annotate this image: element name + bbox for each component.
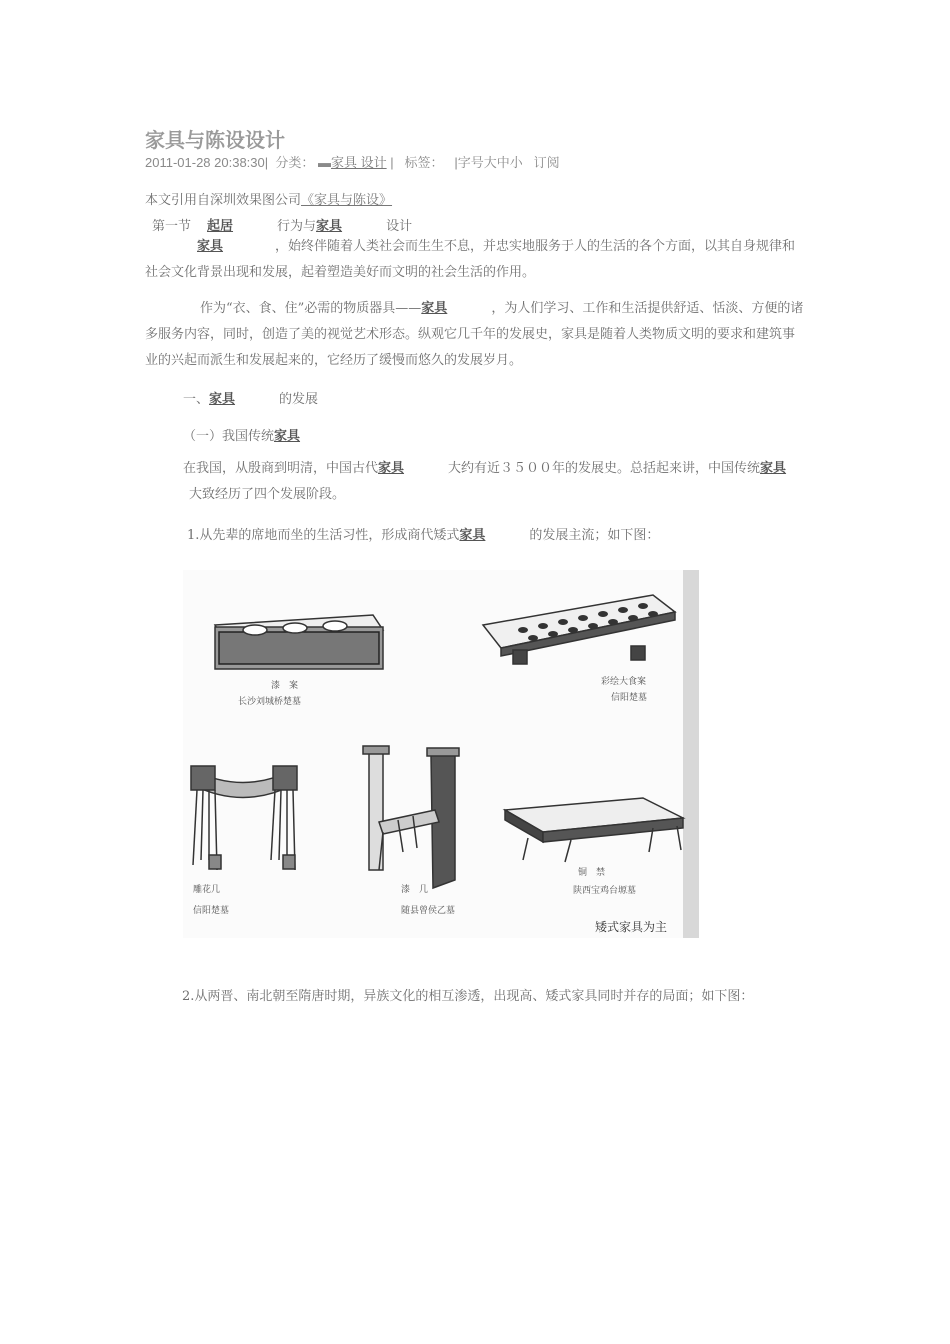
page-title: 家具与陈设设计: [145, 128, 285, 152]
keyword-link[interactable]: 家具: [197, 239, 224, 254]
lacquer-table-drawing: [215, 615, 383, 669]
caption-5a: 铜 禁: [578, 868, 606, 878]
caption-4b: 随县曾侯乙墓: [401, 906, 456, 916]
source-prefix: 本文引用自深圳效果图公司: [145, 193, 302, 208]
category-link[interactable]: 家具 设计: [331, 155, 387, 170]
list-item-1: 1.从先辈的席地而坐的生活习性，形成商代矮式家具 的发展主流；如下图：: [187, 528, 660, 543]
caption-1a: 漆 案: [271, 681, 299, 691]
keyword-link[interactable]: 家具: [274, 429, 301, 444]
caption-5b: 陕西宝鸡台塬墓: [573, 886, 637, 896]
keyword-link[interactable]: 起居: [207, 219, 234, 234]
caption-1b: 长沙刘城桥楚墓: [238, 697, 302, 707]
furniture-figure: [183, 570, 699, 938]
keyword-link[interactable]: 家具: [421, 301, 448, 316]
article-meta: 2011-01-28 20:38:30| 分类： ▬家具 设计 | 标签： |字号大中小 订阅: [145, 155, 560, 170]
keyword-link[interactable]: 家具: [459, 528, 486, 543]
source-link[interactable]: 《家具与陈设》: [301, 193, 393, 208]
paragraph-1: 家具 ，始终伴随着人类社会而生生不息，并忠实地服务于人的生活的各个方面，以其自身规律和社会文化背景出现和发展，起着塑造美好而文明的社会生活的作用。: [145, 239, 796, 280]
keyword-link[interactable]: 家具: [209, 392, 236, 407]
keyword-link[interactable]: 家具: [760, 461, 787, 476]
carved-stool-drawing: [191, 766, 297, 870]
tags-label: 标签：: [404, 155, 444, 170]
post-datetime: 2011-01-28 20:38:30: [145, 155, 265, 170]
scan-shadow: [683, 570, 699, 938]
keyword-link[interactable]: 家具: [316, 219, 343, 234]
list-item-2: 2.从两晋、南北朝至隋唐时期，异族文化的相互渗透，出现高、矮式家具同时并存的局面；如下图：: [182, 989, 754, 1004]
section-heading: 第一节 起居 行为与家具 设计: [152, 219, 413, 234]
lacquer-stand-drawing: [363, 746, 459, 888]
caption-2b: 信阳楚墓: [611, 693, 648, 703]
caption-3b: 信阳楚墓: [193, 906, 230, 916]
heading-development: 一、家具 的发展: [183, 392, 319, 407]
dining-table-drawing: [483, 595, 675, 664]
bronze-stand-drawing: [505, 798, 683, 862]
furniture-illustration: [183, 570, 699, 938]
caption-2a: 彩绘大食案: [601, 677, 647, 687]
keyword-link[interactable]: 家具: [378, 461, 405, 476]
category-label: 分类：: [275, 155, 315, 170]
caption-3a: 雕花几: [193, 885, 221, 895]
category-icon: ▬: [318, 155, 331, 170]
caption-4a: 漆 几: [401, 885, 429, 895]
font-size-control[interactable]: 字号大中小: [457, 155, 523, 170]
subscribe-link[interactable]: 订阅: [533, 155, 560, 170]
paragraph-3: 在我国，从殷商到明清，中国古代家具 大约有近３５００年的发展史。总括起来讲，中国传统家具大致经历了四个发展阶段。: [183, 461, 787, 502]
source-line: [145, 189, 392, 208]
figure-note: 矮式家具为主: [595, 920, 668, 934]
heading-traditional: （一）我国传统家具: [183, 429, 301, 444]
paragraph-2: 作为“衣、食、住”必需的物质器具——家具 ，为人们学习、工作和生活提供舒适、恬淡、方便的诸多服务内容，同时，创造了美的视觉艺术形态。纵观它几千年的发展史，家具是随着人类物质文明的要求和建筑事业的兴起而派生和发展起来的，它经历了缓慢而悠久的发展岁月。: [145, 301, 804, 368]
